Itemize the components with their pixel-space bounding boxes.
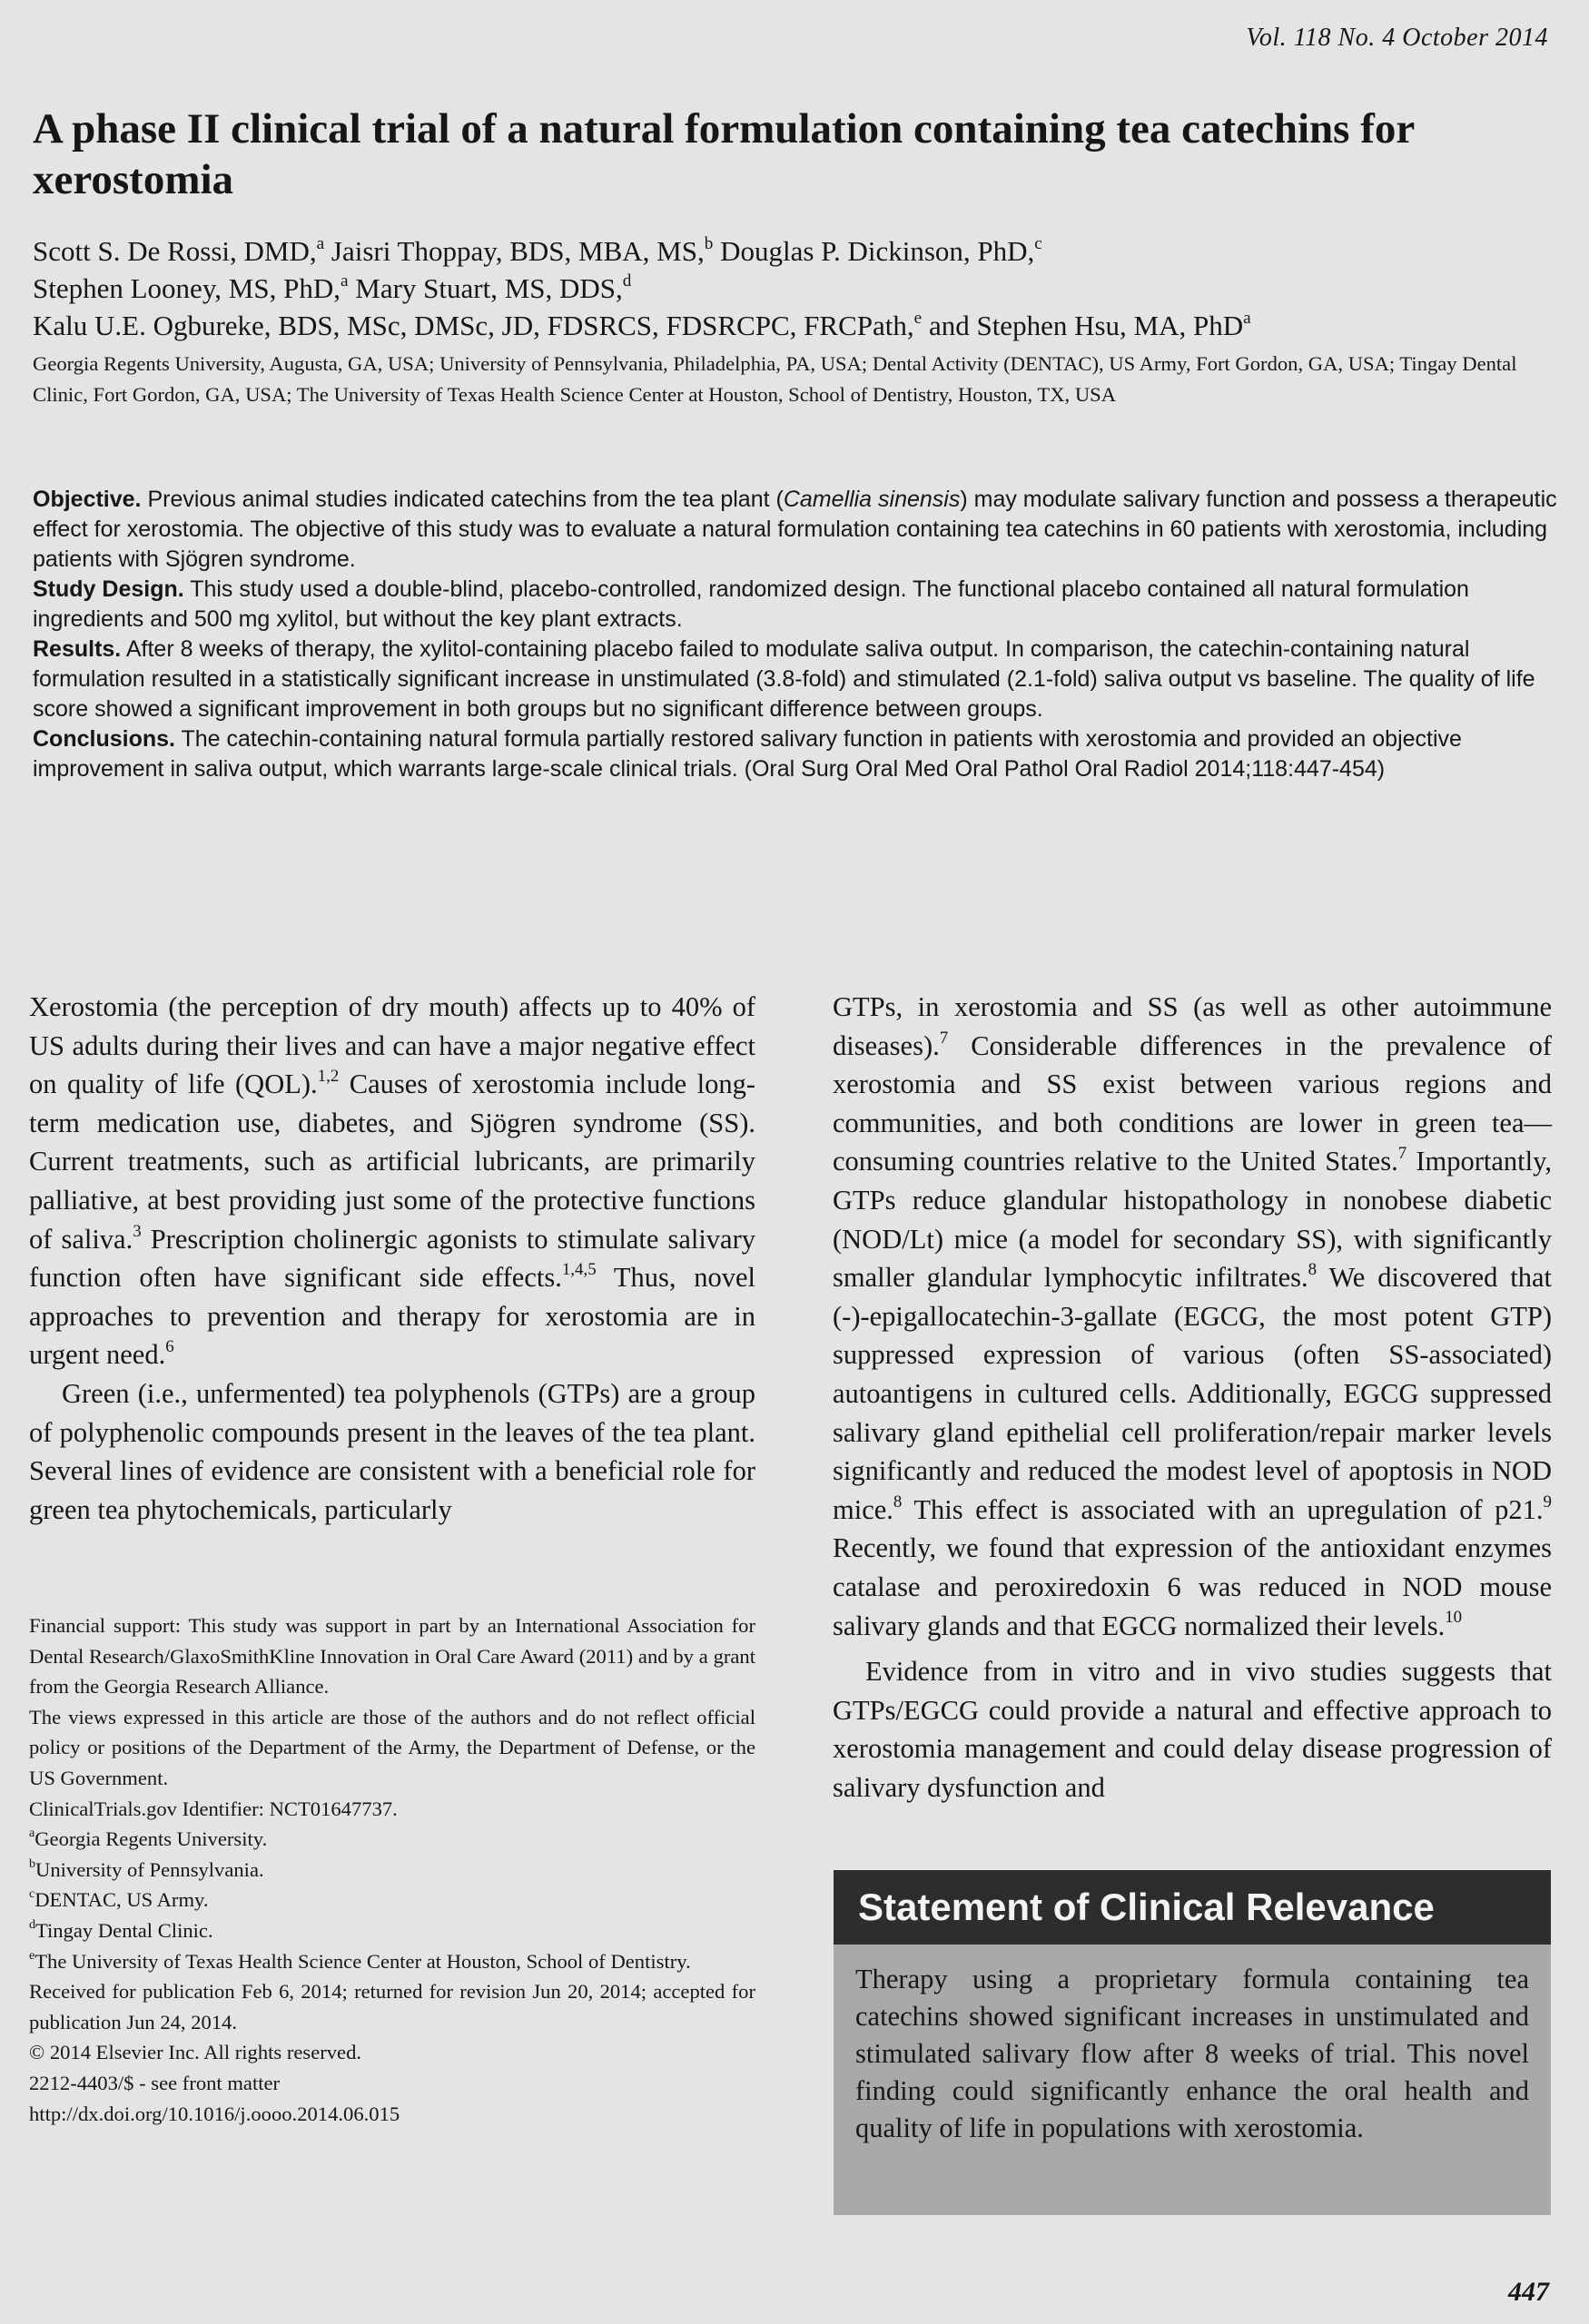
author-list — [33, 232, 1558, 344]
body-paragraph: Evidence from in vitro and in vivo studies suggests that GTPs/EGCG could provide a natural and effective approach to xerostomia management and could delay disease progression of salivary dysfunction and — [833, 1656, 1552, 1803]
body-text: Importantly, GTPs reduce glandular histopathology in nonobese diabetic (NOD/Lt) mice (a model for secondary SS), with significantly smaller glandular lymphocytic infiltrates. — [833, 1146, 1553, 1294]
clinical-relevance-box — [834, 1870, 1551, 2215]
author-affil-marker: b — [704, 233, 714, 253]
article-title: A phase II clinical trial of a natural formulation containing tea catechins for xerostomia — [33, 105, 1415, 203]
abstract — [33, 485, 1558, 784]
publication-history: Received for publication Feb 6, 2014; returned for revision Jun 20, 2014; accepted for publication Jun 24, 2014. — [29, 1980, 755, 2034]
abstract-study-design — [33, 575, 1558, 635]
abstract-text: The catechin-containing natural formula partially restored salivary function in patients with xerostomia and provided an objective improvement in saliva output, which warrants large-scale clinical trials. (Oral Surg Oral Med Oral Pathol Oral Radiol 2014;118:447-454) — [33, 726, 1462, 782]
affil-marker: a — [29, 1827, 35, 1841]
abstract-text: ) may modulate salivary function and possess a therapeutic effect for xerostomia. The objective of this study was to evaluate a natural formulation containing tea catechins in 60 patients with xerostomia, including patients with Sjögren syndrome. — [33, 487, 1557, 572]
body-text: Recently, we found that expression of the antioxidant enzymes catalase and peroxiredoxin 6 was reduced in NOD mouse salivary glands and that EGCG normalized their levels. — [833, 1532, 1552, 1641]
affil-text: University of Pennsylvania. — [35, 1857, 264, 1881]
clinical-relevance-text: Therapy using a proprietary formula containing tea catechins showed significant increases in unstimulated and stimulated salivary flow after 8 weeks of trial. This novel finding could significantly enhance the oral health and quality of life in populations with xerostomia. — [855, 1964, 1529, 2143]
author-conjunction: and — [928, 310, 970, 341]
body-text: GTPs, in xerostomia and SS (as well as other autoimmune diseases). — [833, 991, 1552, 1061]
body-text: This effect is associated with an upregulation of p21. — [913, 1493, 1544, 1525]
author-affil-marker: d — [622, 271, 632, 290]
clinical-relevance-heading: Statement of Clinical Relevance — [834, 1870, 1551, 1945]
page-number: 447 — [1508, 2277, 1549, 2307]
citation: 7 — [939, 1028, 949, 1048]
author-affil-marker: a — [1243, 308, 1251, 328]
citation: 6 — [165, 1337, 174, 1357]
affiliation-note — [29, 1915, 755, 1946]
affiliation-note — [29, 1824, 755, 1855]
body-text: Prescription cholinergic agonists to stimulate salivary function often have significant side effects. — [29, 1223, 755, 1294]
abstract-text: This study used a double-blind, placebo-controlled, randomized design. The functional placebo contained all natural formulation ingredients and 500 mg xylitol, but without the key plant extracts. — [33, 576, 1469, 632]
affil-marker: b — [29, 1856, 35, 1871]
trial-identifier: ClinicalTrials.gov Identifier: NCT01647737. — [29, 1797, 398, 1820]
affil-marker: e — [29, 1948, 35, 1963]
author-name: Scott S. De Rossi, DMD, — [33, 235, 317, 267]
abstract-label: Results. — [33, 636, 122, 662]
body-paragraph: Green (i.e., unfermented) tea polyphenols (GTPs) are a group of polyphenolic compounds present in the leaves of the tea plant. Several lines of evidence are consistent with a beneficial role for green tea phytochemicals, particularly — [29, 1377, 755, 1525]
citation: 8 — [1308, 1260, 1318, 1280]
affil-marker: d — [29, 1918, 35, 1933]
body-paragraph — [29, 988, 755, 1374]
citation: 7 — [1397, 1144, 1407, 1164]
affil-text: DENTAC, US Army. — [35, 1888, 209, 1912]
body-column-left — [29, 988, 755, 1529]
affiliation-note — [29, 1946, 755, 1977]
citation: 3 — [133, 1221, 142, 1241]
citation: 1,4,5 — [561, 1260, 597, 1280]
author-name: Mary Stuart, MS, DDS, — [355, 272, 623, 304]
body-text: We discovered that (-)-epigallocatechin-3-gallate (EGCG, the most potent GTP) suppressed expression of various (often SS-associated) autoantigens in cultured cells. Additionally, EGCG suppressed salivary gland epithelial cell proliferation/repair marker levels significantly and reduced the modest level of apoptosis in NOD mice. — [833, 1262, 1552, 1525]
author-affil-marker: e — [913, 308, 923, 328]
body-text: Causes of xerostomia include long-term medication use, diabetes, and Sjögren syndrome (SS). Current treatments, such as artificial lubricants, are primarily palliative, at best providing just some of the protective functions of saliva. — [29, 1068, 756, 1255]
citation: 1,2 — [317, 1067, 340, 1087]
affil-text: The University of Texas Health Science Center at Houston, School of Dentistry. — [35, 1949, 691, 1973]
abstract-label: Conclusions. — [33, 726, 175, 752]
affiliation-note — [29, 1855, 755, 1886]
citation: 8 — [893, 1492, 903, 1512]
author-name: Kalu U.E. Ogbureke, BDS, MSc, DMSc, JD, FDSRCS, FDSRCPC, FRCPath, — [33, 310, 914, 341]
citation: 10 — [1445, 1608, 1463, 1628]
body-text: Considerable differences in the prevalence of xerostomia and SS exist between various regions and communities, and both conditions are lower in green tea—consuming countries relative to the United States. — [833, 1029, 1552, 1177]
issn-line: 2212-4403/$ - see front matter — [29, 2071, 281, 2094]
affil-marker: c — [29, 1887, 35, 1902]
author-name: Stephen Looney, MS, PhD, — [33, 272, 340, 304]
body-text: Xerostomia (the perception of dry mouth) affects up to 40% of US adults during their lives and can have a major negative effect on quality of life (QOL). — [29, 991, 755, 1100]
abstract-text: After 8 weeks of therapy, the xylitol-containing placebo failed to modulate saliva output. In comparison, the catechin-containing natural formulation resulted in a statistically significant increase in unstimulated (3.8-fold) and stimulated (2.1-fold) saliva output vs baseline. The quality of life score showed a significant improvement in both groups but no significant difference between groups. — [33, 636, 1535, 722]
body-column-right — [833, 988, 1552, 1807]
footnotes — [29, 1610, 755, 2129]
abstract-conclusions — [33, 724, 1558, 784]
author-name: Jaisri Thoppay, BDS, MBA, MS, — [331, 235, 705, 267]
affil-text: Georgia Regents University. — [35, 1827, 268, 1851]
abstract-label: Objective. — [33, 487, 142, 512]
affil-text: Tingay Dental Clinic. — [35, 1918, 213, 1942]
body-text: Thus, novel approaches to prevention and therapy for xerostomia are in urgent need. — [29, 1262, 755, 1371]
disclaimer-note: The views expressed in this article are those of the authors and do not reflect official policy or positions of the Department of the Army, the Department of Defense, or the US Government. — [29, 1705, 755, 1789]
author-affil-marker: a — [316, 233, 325, 253]
citation: 9 — [1543, 1492, 1552, 1512]
doi-link[interactable]: http://dx.doi.org/10.1016/j.oooo.2014.06.015 — [29, 2102, 400, 2125]
journal-issue-line: Vol. 118 No. 4 October 2014 — [1246, 24, 1548, 52]
author-affil-marker: c — [1034, 233, 1042, 253]
abstract-objective — [33, 485, 1558, 575]
species-name: Camellia sinensis — [783, 487, 961, 512]
author-affil-marker: a — [340, 271, 349, 290]
body-paragraph — [833, 988, 1552, 1645]
abstract-text: Previous animal studies indicated catechins from the tea plant ( — [147, 487, 784, 512]
abstract-results — [33, 635, 1558, 724]
author-name: Stephen Hsu, MA, PhD — [976, 310, 1244, 341]
abstract-label: Study Design. — [33, 576, 184, 602]
affiliation-note — [29, 1885, 755, 1915]
copyright-line: © 2014 Elsevier Inc. All rights reserved. — [29, 2041, 362, 2064]
author-name: Douglas P. Dickinson, PhD, — [720, 235, 1035, 267]
funding-note: Financial support: This study was support in part by an International Association for Dental Research/GlaxoSmithKline Innovation in Oral Care Award (2011) and by a grant from the Georgia Research Alliance. — [29, 1614, 755, 1699]
affiliations: Georgia Regents University, Augusta, GA, USA; University of Pennsylvania, Philadelphia, PA, USA; Dental Activity (DENTAC), US Army, Fort Gordon, GA, USA; Tingay Dental Clinic, Fort Gordon, GA, USA; The University of Texas Health Science Center at Houston, School of Dentistry, Houston, TX, USA — [33, 352, 1517, 406]
